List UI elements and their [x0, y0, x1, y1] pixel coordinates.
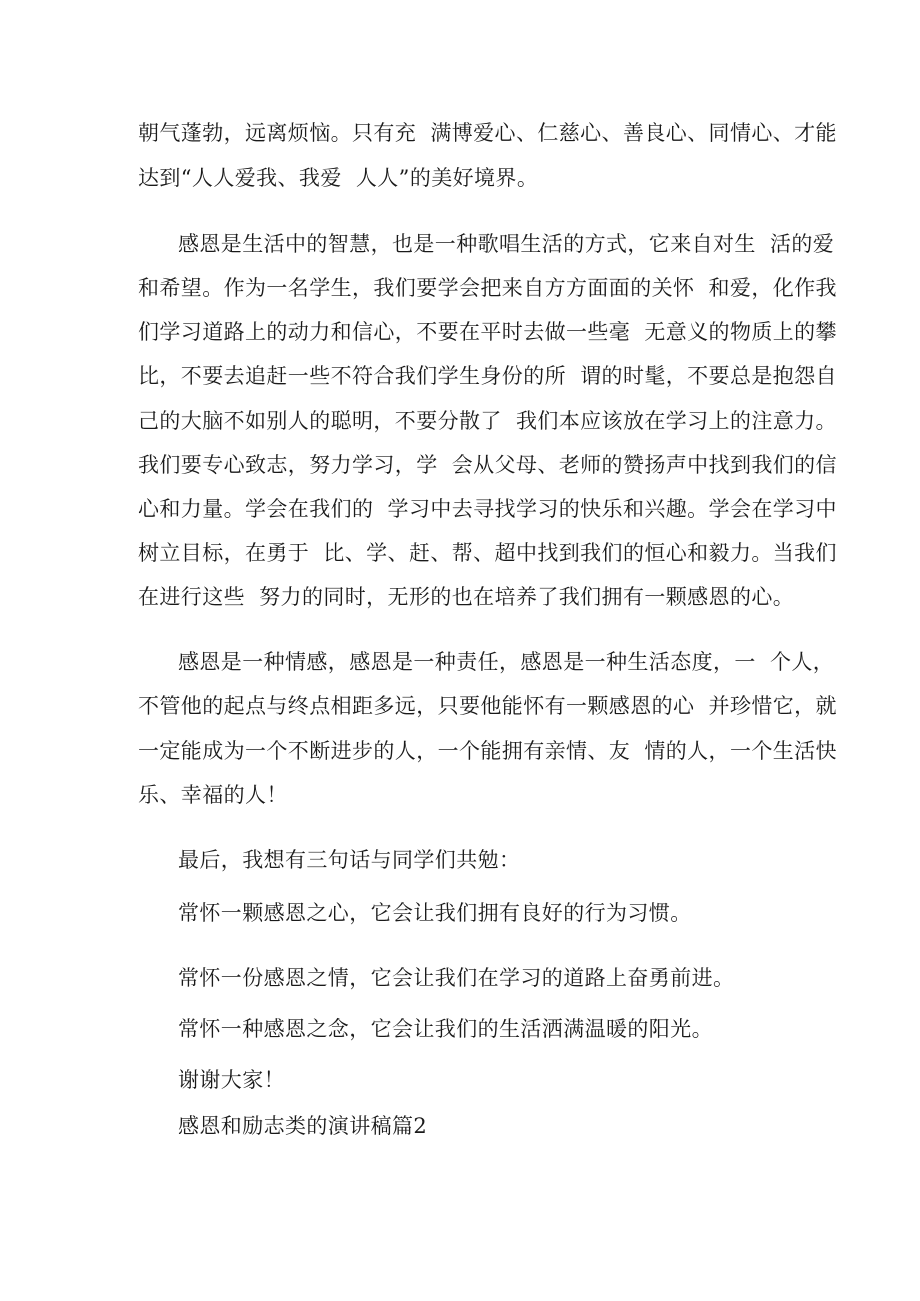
text-line: 树立目标，在勇于 比、学、赶、帮、超中找到我们的恒心和毅力。当我们: [138, 541, 837, 565]
paragraph-first-line: 感恩是生活中的智慧，也是一种歌唱生活的方式，它来自对生 活的爱: [178, 232, 835, 256]
text-line: 心和力量。学会在我们的 学习中去寻找学习的快乐和兴趣。学会在学习中: [138, 497, 837, 521]
text-line: 乐、幸福的人！: [138, 783, 288, 807]
text-line: 在进行这些 努力的同时，无形的也在培养了我们拥有一颗感恩的心。: [138, 585, 795, 609]
text-line: 我们要专心致志，努力学习，学 会从父母、老师的赞扬声中找到我们的信: [138, 453, 837, 477]
text-line: 己的大脑不如别人的聪明，不要分散了 我们本应该放在学习上的注意力。: [138, 409, 837, 433]
thanks-line: 谢谢大家！: [178, 1068, 285, 1092]
text-line: 不管他的起点与终点相距多远，只要他能怀有一颗感恩的心 并珍惜它，就: [138, 694, 837, 718]
paragraph-first-line: 感恩是一种情感，感恩是一种责任，感恩是一种生活态度，一 个人，: [178, 650, 835, 674]
text-line: 达到“人人爱我、我爱 人人”的美好境界。: [138, 166, 539, 190]
closing-intro: 最后，我想有三句话与同学们共勉：: [178, 848, 521, 872]
text-line: 一定能成为一个不断进步的人，一个能拥有亲情、友 情的人，一个生活快: [138, 739, 837, 763]
motto-line: 常怀一份感恩之情，它会让我们在学习的道路上奋勇前进。: [178, 966, 735, 990]
text-line: 比，不要去追赶一些不符合我们学生身份的所 谓的时髦，不要总是抱怨自: [138, 364, 837, 388]
motto-line: 常怀一种感恩之念，它会让我们的生活洒满温暖的阳光。: [178, 1017, 713, 1041]
text-line: 朝气蓬勃，远离烦恼。只有充 满博爱心、仁慈心、善良心、同情心、才能: [138, 121, 837, 145]
section-heading: 感恩和励志类的演讲稿篇2: [178, 1114, 428, 1138]
text-line: 们学习道路上的动力和信心，不要在平时去做一些毫 无意义的物质上的攀: [138, 320, 837, 344]
motto-line: 常怀一颗感恩之心，它会让我们拥有良好的行为习惯。: [178, 901, 692, 925]
text-line: 和希望。作为一名学生，我们要学会把来自方方面面的关怀 和爱，化作我: [138, 276, 837, 300]
